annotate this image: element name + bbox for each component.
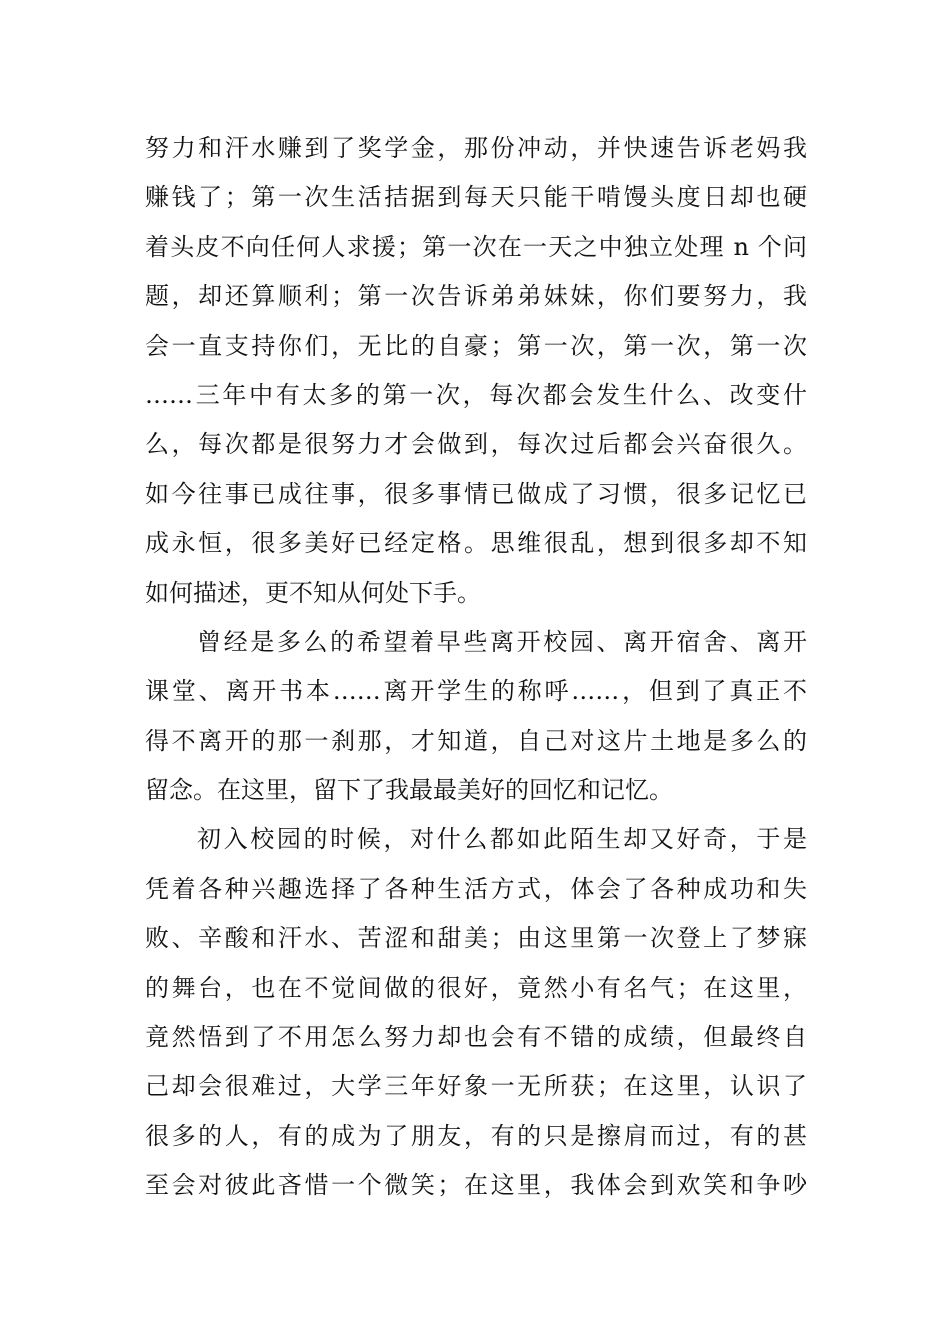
- text-line: 着头皮不向任何人求援；第一次在一天之中独立处理 n 个问: [145, 232, 807, 261]
- text-line: 题，却还算顺利；第一次告诉弟弟妹妹，你们要努力，我: [145, 282, 807, 311]
- text-line: 赚钱了；第一次生活拮据到每天只能干啃馒头度日却也硬: [145, 183, 807, 212]
- text-line: 己却会很难过，大学三年好象一无所获；在这里，认识了: [145, 1072, 807, 1101]
- text-line: 得不离开的那一刹那，才知道，自己对这片土地是多么的: [145, 726, 807, 755]
- text-line: 曾经是多么的希望着早些离开校园、离开宿舍、离开: [197, 627, 807, 656]
- text-line: 凭着各种兴趣选择了各种生活方式，体会了各种成功和失: [145, 874, 807, 903]
- text-line: 初入校园的时候，对什么都如此陌生却又好奇，于是: [197, 825, 807, 854]
- text-line: 很多的人，有的成为了朋友，有的只是擦肩而过，有的甚: [145, 1121, 807, 1150]
- text-line: 努力和汗水赚到了奖学金，那份冲动，并快速告诉老妈我: [145, 134, 807, 162]
- text-line: 如今往事已成往事，很多事情已做成了习惯，很多记忆已: [145, 479, 807, 508]
- text-line: 么，每次都是很努力才会做到，每次过后都会兴奋很久。: [145, 430, 807, 459]
- text-line: 课堂、离开书本……离开学生的称呼……，但到了真正不: [145, 677, 807, 706]
- body-text: [145, 124, 807, 1211]
- text-line: ……三年中有太多的第一次，每次都会发生什么、改变什: [145, 380, 807, 409]
- text-line: 竟然悟到了不用怎么努力却也会有不错的成绩，但最终自: [145, 1023, 807, 1052]
- text-line: 留念。在这里，留下了我最最美好的回忆和记忆。: [145, 776, 673, 805]
- text-line: 的舞台，也在不觉间做的很好，竟然小有名气；在这里，: [145, 973, 807, 1002]
- text-line: 成永恒，很多美好已经定格。思维很乱，想到很多却不知: [145, 529, 807, 558]
- text-line: 会一直支持你们，无比的自豪；第一次，第一次，第一次: [145, 331, 807, 360]
- text-line: 至会对彼此吝惜一个微笑；在这里，我体会到欢笑和争吵: [145, 1171, 807, 1200]
- text-line: 败、辛酸和汗水、苦涩和甜美；由这里第一次登上了梦寐: [145, 924, 807, 953]
- text-line: 如何描述，更不知从何处下手。: [145, 578, 481, 607]
